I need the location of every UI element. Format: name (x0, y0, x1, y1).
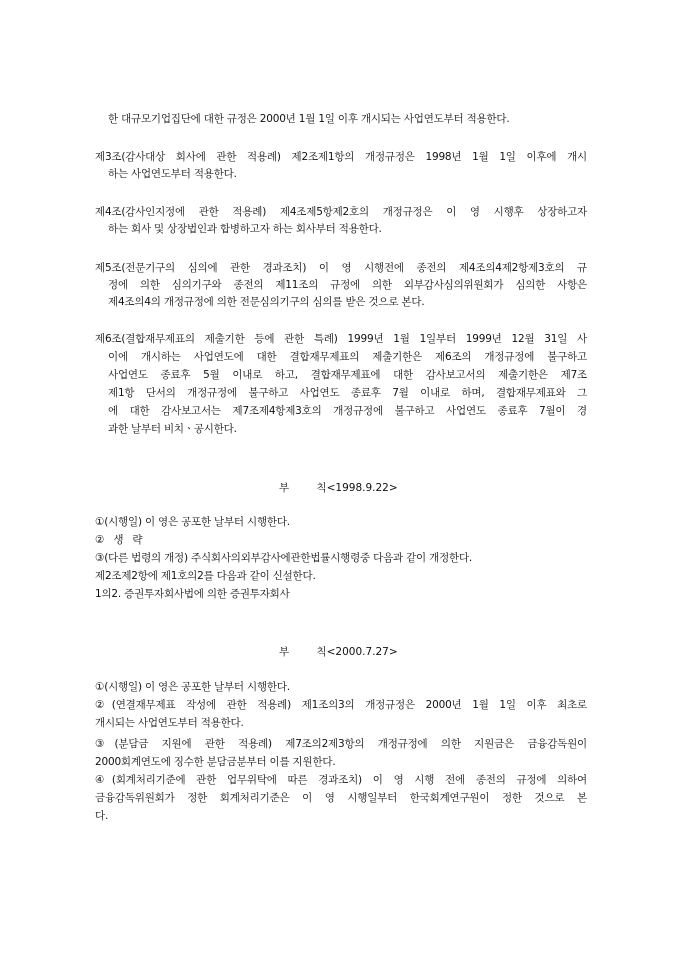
addendum-item: ②(연결재무제표 작성에 관한 적용례) 제1조의3의 개정규정은 2000년 1월 1일 이후 최초로 (95, 699, 587, 711)
article-5-line: 정에 의한 심의기구와 종전의 제11조의 규정에 의한 외부감사심의위원회가 심의한 사항은 (108, 279, 587, 291)
article-6-line: 사업연도 종료후 5월 이내로 하고, 결합재무제표에 대한 감사보고서의 제출기한은 제7조 (108, 369, 587, 381)
addendum-item: ③(분담금 지원에 관한 적용례) 제7조의2제3항의 개정규정에 의한 지원금은 금융감독원이 (95, 738, 587, 750)
article-3-line: 하는 사업연도부터 적용한다. (108, 168, 237, 180)
article-5-line: 제5조(전문기구의 심의에 관한 경과조치) 이 영 시행전에 종전의 제4조의4제2항제3호의 규 (95, 262, 587, 274)
addendum-item: 2000회계연도에 징수한 분담금분부터 이를 지원한다. (95, 756, 336, 768)
addendum-item: 개시되는 사업연도부터 적용한다. (95, 717, 244, 729)
article-6-line: 이에 개시하는 사업연도에 대한 결합재무제표의 제출기한은 제6조의 개정규정에 불구하고 (108, 351, 587, 363)
addendum-item: 1의2. 증권투자회사법에 의한 증권투자회사 (95, 588, 290, 600)
article-4-line: 제4조(감사인지정에 관한 적용례) 제4조제5항제2호의 개정규정은 이 영 시행후 상장하고자 (95, 206, 587, 218)
addendum-item: ④(회계처리기준에 관한 업무위탁에 따른 경과조치) 이 영 시행 전에 종전의 규정에 의하여 (95, 774, 587, 786)
addendum-heading: 부 칙<2000.7.27> (279, 646, 398, 658)
article-6-line: 과한 날부터 비치ㆍ공시한다. (108, 423, 237, 435)
article-3-line: 제3조(감사대상 회사에 관한 적용례) 제2조제1항의 개정규정은 1998년 1월 1일 이후에 개시 (95, 151, 587, 163)
article-6-line: 제1항 단서의 개정규정에 불구하고 사업연도 종료후 7월 이내로 하며, 결합재무제표와 그 (108, 387, 587, 399)
addendum-item: ①(시행일) 이 영은 공포한 날부터 시행한다. (95, 516, 290, 528)
addendum-item: 금융감독위원회가 정한 회계처리기준은 이 영 시행일부터 한국회계연구원이 정한 것으로 본 (95, 792, 587, 804)
article-4-line: 하는 회사 및 상장법인과 합병하고자 하는 회사부터 적용한다. (108, 223, 382, 235)
addendum-item: ①(시행일) 이 영은 공포한 날부터 시행한다. (95, 681, 290, 693)
article-5-line: 제4조의4의 개정규정에 의한 전문심의기구의 심의를 받은 것으로 본다. (108, 296, 425, 308)
addendum-item: ② 생 략 (95, 534, 143, 546)
addendum-item: ③(다른 법령의 개정) 주식회사의외부감사에관한법률시행령중 다음과 같이 개정한다. (95, 552, 473, 564)
text-line: 한 대규모기업집단에 대한 규정은 2000년 1월 1일 이후 개시되는 사업연도부터 적용한다. (108, 113, 510, 125)
addendum-item: 다. (95, 810, 109, 822)
addendum-item: 제2조제2항에 제1호의2를 다음과 같이 신설한다. (95, 570, 316, 582)
article-6-line: 제6조(결합재무제표의 제출기한 등에 관한 특례) 1999년 1월 1일부터 1999년 12월 31일 사 (95, 333, 587, 345)
article-6-line: 에 대한 감사보고서는 제7조제4항제3호의 개정규정에 불구하고 사업연도 종료후 7월이 경 (108, 405, 587, 417)
addendum-heading: 부 칙<1998.9.22> (279, 482, 398, 494)
